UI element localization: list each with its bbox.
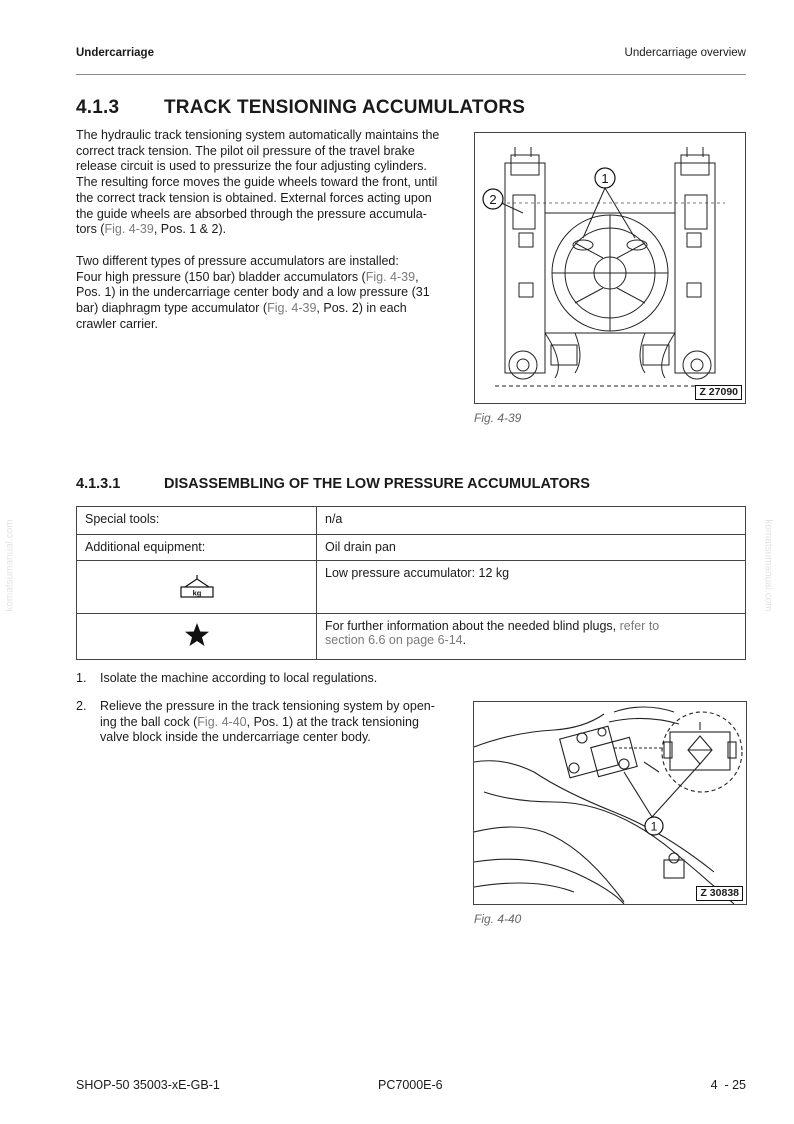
section-reference-link[interactable]: refer to bbox=[619, 619, 660, 633]
subsection-title: DISASSEMBLING OF THE LOW PRESSURE ACCUMULATORS bbox=[164, 476, 590, 492]
table-cell-value bbox=[317, 614, 746, 660]
table-row bbox=[77, 507, 746, 535]
text-line: Pos. 1) in the undercarriage center body and a low pressure (31 bbox=[76, 285, 430, 300]
table-cell-value: Oil drain pan bbox=[317, 535, 746, 561]
text-span: , Pos. 1 & 2). bbox=[153, 222, 227, 237]
text-line: release circuit is used to pressurize the four adjusting cylinders. bbox=[76, 159, 427, 174]
table-cell-icon bbox=[77, 614, 317, 660]
weight-kg-icon bbox=[177, 573, 217, 599]
side-watermark-left: komatsumanual.com bbox=[4, 519, 16, 612]
footer-document-code: SHOP-50 35003-xE-GB-1 bbox=[76, 1078, 220, 1092]
section-number: 4.1.3 bbox=[76, 97, 120, 118]
step-number: 2. bbox=[76, 699, 87, 713]
table-cell-label: Additional equipment: bbox=[77, 535, 317, 561]
figure-reference-link[interactable]: Fig. 4-40 bbox=[197, 714, 247, 729]
running-header-left: Undercarriage bbox=[76, 47, 154, 59]
callout-1-label: 1 bbox=[601, 171, 609, 186]
step-item bbox=[76, 699, 476, 747]
text-line bbox=[76, 270, 466, 286]
weight-icon-label: kg bbox=[192, 588, 201, 597]
table-row bbox=[77, 614, 746, 660]
text-line: Relieve the pressure in the track tensioning system by open- bbox=[100, 699, 435, 713]
figure-reference-link[interactable]: Fig. 4-39 bbox=[267, 301, 317, 316]
subsection-number: 4.1.3.1 bbox=[76, 476, 121, 492]
step-item bbox=[76, 671, 476, 687]
footer-page-number: 4 - 25 bbox=[710, 1078, 746, 1092]
text-line: correct track tension. The pilot oil pressure of the travel brake bbox=[76, 143, 415, 158]
callout-1-label: 1 bbox=[650, 819, 658, 834]
text-line bbox=[76, 301, 466, 317]
text-line: The hydraulic track tensioning system automatically maintains the bbox=[76, 128, 440, 142]
text-line: crawler carrier. bbox=[76, 316, 158, 331]
text-line bbox=[76, 222, 466, 238]
step-text: Isolate the machine according to local regulations. bbox=[100, 671, 378, 685]
figure-undercarriage-drawing bbox=[474, 132, 746, 404]
step-number: 1. bbox=[76, 671, 87, 685]
intro-paragraph-2 bbox=[76, 254, 466, 333]
valve-block-technical-drawing bbox=[474, 702, 746, 904]
text-span: , Pos. 1) at the track tensioning bbox=[246, 714, 419, 729]
callout-2-label: 2 bbox=[489, 192, 497, 207]
figure-code-label: Z 30838 bbox=[696, 886, 743, 901]
side-watermark-right: komatsumanual.com bbox=[762, 519, 774, 612]
figure-code-label: Z 27090 bbox=[695, 385, 742, 400]
text-line: the correct track tension is obtained. External forces acting upon bbox=[76, 190, 432, 205]
section-title: TRACK TENSIONING ACCUMULATORS bbox=[164, 97, 526, 118]
text-span: For further information about the needed blind plugs, bbox=[325, 619, 620, 633]
text-line: Two different types of pressure accumulators are installed: bbox=[76, 254, 399, 268]
footer-model: PC7000E-6 bbox=[378, 1078, 443, 1092]
figure-reference-link[interactable]: Fig. 4-39 bbox=[104, 222, 154, 237]
table-cell-value: Low pressure accumulator: 12 kg bbox=[317, 561, 746, 614]
section-reference-link[interactable]: section 6.6 on page 6-14 bbox=[325, 633, 463, 647]
text-span: . bbox=[462, 633, 467, 647]
undercarriage-technical-drawing bbox=[475, 133, 745, 403]
text-line: the guide wheels are absorbed through the pressure accumula- bbox=[76, 206, 427, 221]
figure-reference-link[interactable]: Fig. 4-39 bbox=[365, 269, 416, 284]
section-heading bbox=[76, 97, 525, 119]
figure-valve-block-drawing bbox=[473, 701, 747, 905]
table-row bbox=[77, 561, 746, 614]
text-span: Four high pressure (150 bar) bladder accumulators ( bbox=[76, 269, 366, 284]
subsection-heading bbox=[76, 476, 590, 492]
table-cell-icon bbox=[77, 561, 317, 614]
intro-paragraph-1 bbox=[76, 128, 466, 238]
header-divider bbox=[76, 74, 746, 75]
text-span: bar) diaphragm type accumulator ( bbox=[76, 301, 268, 316]
figure-caption: Fig. 4-40 bbox=[474, 912, 522, 926]
text-span: , Pos. 2) in each bbox=[316, 301, 407, 316]
text-span: ing the ball cock ( bbox=[100, 714, 198, 729]
figure-caption: Fig. 4-39 bbox=[474, 411, 522, 425]
running-header-right: Undercarriage overview bbox=[624, 47, 746, 59]
table-row bbox=[77, 535, 746, 561]
text-line bbox=[100, 715, 450, 731]
text-span: , bbox=[415, 269, 419, 284]
text-line: The resulting force moves the guide wheels toward the front, until bbox=[76, 175, 438, 190]
text-line: valve block inside the undercarriage center body. bbox=[100, 730, 371, 745]
table-cell-label: Special tools: bbox=[77, 507, 317, 535]
text-span: tors ( bbox=[76, 222, 105, 237]
table-cell-value: n/a bbox=[317, 507, 746, 535]
tools-table bbox=[76, 506, 746, 660]
step-text bbox=[100, 699, 450, 746]
star-icon bbox=[184, 622, 210, 648]
